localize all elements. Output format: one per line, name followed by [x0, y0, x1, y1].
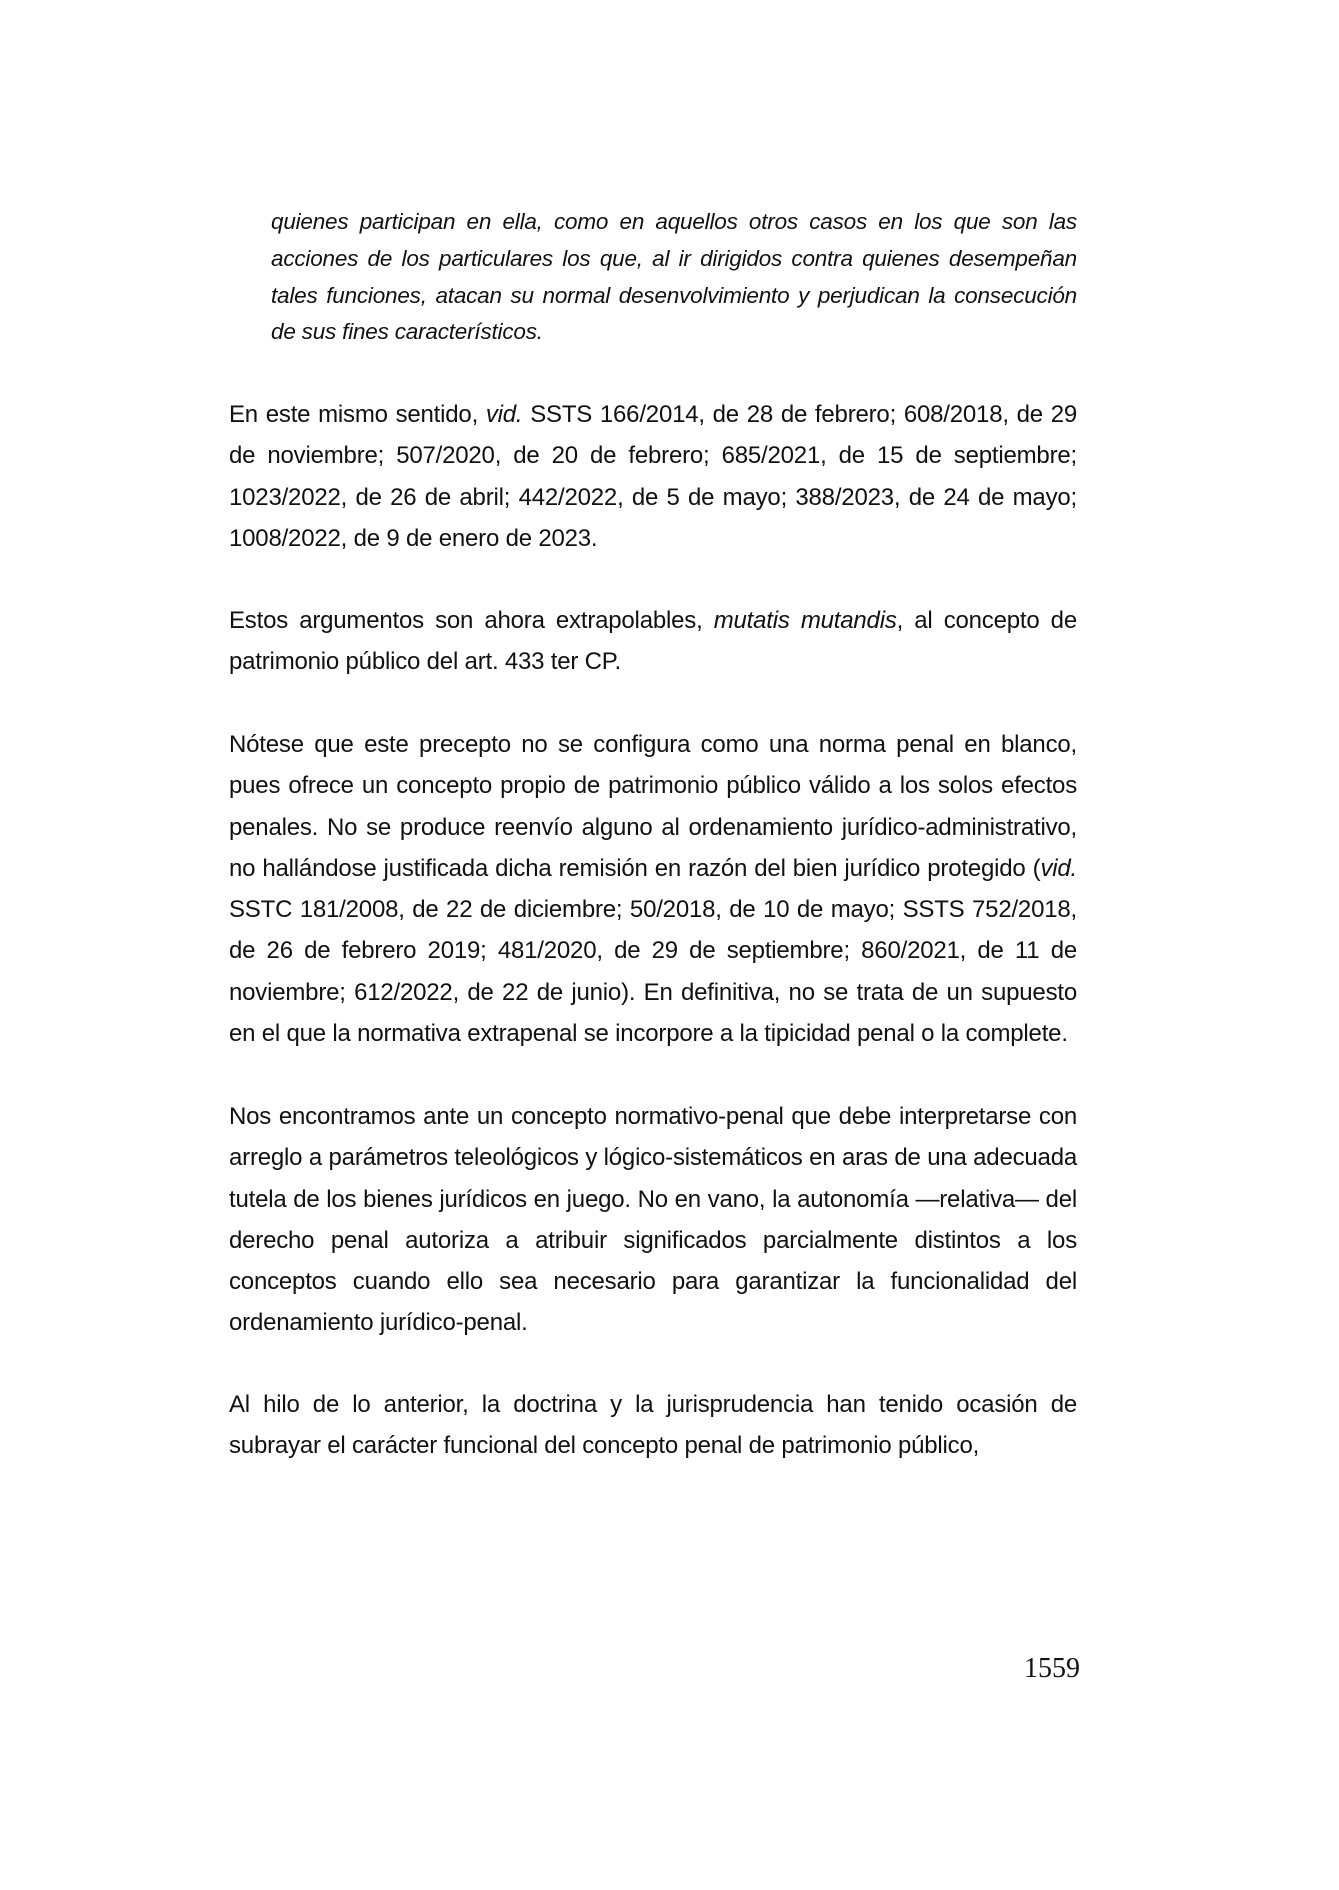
italic-vid: vid.: [1040, 854, 1077, 882]
paragraph-text: Nos encontramos ante un concepto normativo-penal que debe interpretarse con arreglo a parámetros teleológicos y lógico-sistemáticos en aras de una adecuada tutela de los bienes jurídicos en juego. No en vano, la autonomía —relativa— del derecho penal autoriza a atribuir significados parcialmente distintos a los conceptos cuando ello sea necesario para garantizar la funcionalidad del ordenamiento jurídico-penal.: [229, 1103, 1077, 1337]
paragraph-text: Nótese que este precepto no se configura como una norma penal en blanco, pues ofrece un concepto propio de patrimonio público válido a los solos efectos penales. No se produce reenvío alguno al ordenamiento jurídico-administrativo, no hallándose justificada dicha remisión en razón del bien jurídico protegido (: [229, 731, 1077, 882]
paragraph-text: , al concepto de patrimonio público del art. 433 ter CP.: [229, 607, 1077, 676]
italic-vid: vid.: [485, 401, 523, 428]
page-number: 1559: [1024, 1653, 1080, 1684]
quote-text: quienes participan en ella, como en aquellos otros casos en los que son las acciones de los particulares los que, al ir dirigidos contra quienes desempeñan tales funciones, atacan su normal desenvolvimiento y perjudican la consecución de sus fines característicos.: [271, 209, 1077, 345]
paragraph-blank-penal-norm: [229, 724, 1077, 1054]
italic-mutatis-mutandis: mutatis mutandis: [713, 607, 897, 634]
paragraph-text: Estos argumentos son ahora extrapolables,: [229, 607, 714, 634]
paragraph-functional-character: [229, 1384, 1077, 1467]
block-quote: [271, 204, 1077, 351]
paragraph-text: En este mismo sentido,: [229, 401, 486, 428]
paragraph-text: SSTS 166/2014, de 28 de febrero; 608/2018, de 29 de noviembre; 507/2020, de 20 de febrero; 685/2021, de 15 de septiembre; 1023/2022, de 26 de abril; 442/2022, de 5 de mayo; 388/2023, de 24 de mayo; 1008/2022, de 9 de enero de 2023.: [229, 401, 1078, 552]
paragraph-extrapolation: [229, 600, 1077, 683]
paragraph-text: SSTC 181/2008, de 22 de diciembre; 50/2018, de 10 de mayo; SSTS 752/2018, de 26 de febrero 2019; 481/2020, de 29 de septiembre; 860/2021, de 11 de noviembre; 612/2022, de 22 de junio). En definitiva, no se trata de un supuesto en el que la normativa extrapenal se incorpore a la tipicidad penal o la complete.: [229, 896, 1077, 1048]
paragraph-normative-concept: [229, 1096, 1077, 1344]
paragraph-case-law-references: [229, 394, 1077, 559]
paragraph-text: Al hilo de lo anterior, la doctrina y la jurisprudencia han tenido ocasión de subrayar el carácter funcional del concepto penal de patrimonio público,: [229, 1391, 1077, 1460]
